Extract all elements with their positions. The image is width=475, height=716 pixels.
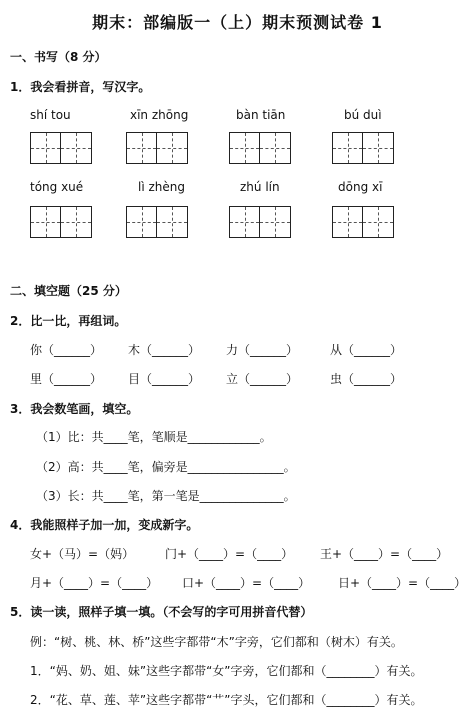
fill-line[interactable]: 1．“妈、奶、姐、妹”这些字都带“女”字旁，它们都和（________）有关。 (30, 664, 423, 678)
add-example: 女+（马）=（妈） (30, 547, 135, 561)
pinyin-7: zhú lín (240, 180, 280, 194)
tianzige-box[interactable] (332, 206, 394, 238)
tianzige-box[interactable] (229, 206, 291, 238)
pinyin-4: bú duì (344, 108, 382, 122)
tianzige-box[interactable] (126, 206, 188, 238)
pinyin-2: xīn zhōng (130, 108, 189, 122)
compare-item[interactable]: 立（______） (226, 372, 299, 386)
question-5-prompt: 5．读一读，照样子填一填。（不会写的字可用拼音代替） (10, 605, 313, 619)
compare-item[interactable]: 你（______） (30, 343, 103, 357)
stroke-line[interactable]: （3）长：共____笔，第一笔是______________。 (36, 489, 296, 503)
pinyin-3: bàn tiān (236, 108, 286, 122)
section-2-heading: 二、填空题（25 分） (10, 284, 127, 298)
compare-item[interactable]: 从（______） (330, 343, 403, 357)
question-2-prompt: 2．比一比，再组词。 (10, 314, 127, 328)
pinyin-1: shí tou (30, 108, 71, 122)
question-4-prompt: 4．我能照样子加一加，变成新字。 (10, 518, 199, 532)
compare-item[interactable]: 目（______） (128, 372, 201, 386)
stroke-line[interactable]: （2）高：共____笔，偏旁是________________。 (36, 460, 296, 474)
question-3-prompt: 3．我会数笔画，填空。 (10, 402, 139, 416)
section-1-heading: 一、书写（8 分） (10, 50, 107, 64)
add-item[interactable]: 日+（____）=（____） (338, 576, 467, 590)
compare-item[interactable]: 里（______） (30, 372, 103, 386)
add-item[interactable]: 门+（____）=（____） (165, 547, 294, 561)
example-line: 例：“树、桃、林、桥”这些字都带“木”字旁，它们都和（树木）有关。 (30, 635, 403, 649)
tianzige-box[interactable] (30, 206, 92, 238)
compare-item[interactable]: 木（______） (128, 343, 201, 357)
tianzige-box[interactable] (30, 132, 92, 164)
compare-item[interactable]: 虫（______） (330, 372, 403, 386)
add-item[interactable]: 王+（____）=（____） (320, 547, 449, 561)
tianzige-box[interactable] (126, 132, 188, 164)
tianzige-box[interactable] (332, 132, 394, 164)
stroke-line[interactable]: （1）比：共____笔，笔顺是____________。 (36, 430, 272, 444)
add-item[interactable]: 口+（____）=（____） (182, 576, 311, 590)
page-title: 期末：部编版一（上）期末预测试卷 1 (92, 13, 383, 32)
pinyin-6: lì zhèng (138, 180, 185, 194)
fill-line[interactable]: 2．“花、草、莲、苹”这些字都带“艹”字头，它们都和（________）有关。 (30, 693, 423, 707)
question-1-prompt: 1．我会看拼音，写汉字。 (10, 80, 151, 94)
pinyin-8: dōng xī (338, 180, 383, 194)
add-item[interactable]: 月+（____）=（____） (30, 576, 159, 590)
pinyin-5: tóng xué (30, 180, 84, 194)
compare-item[interactable]: 力（______） (226, 343, 299, 357)
tianzige-box[interactable] (229, 132, 291, 164)
